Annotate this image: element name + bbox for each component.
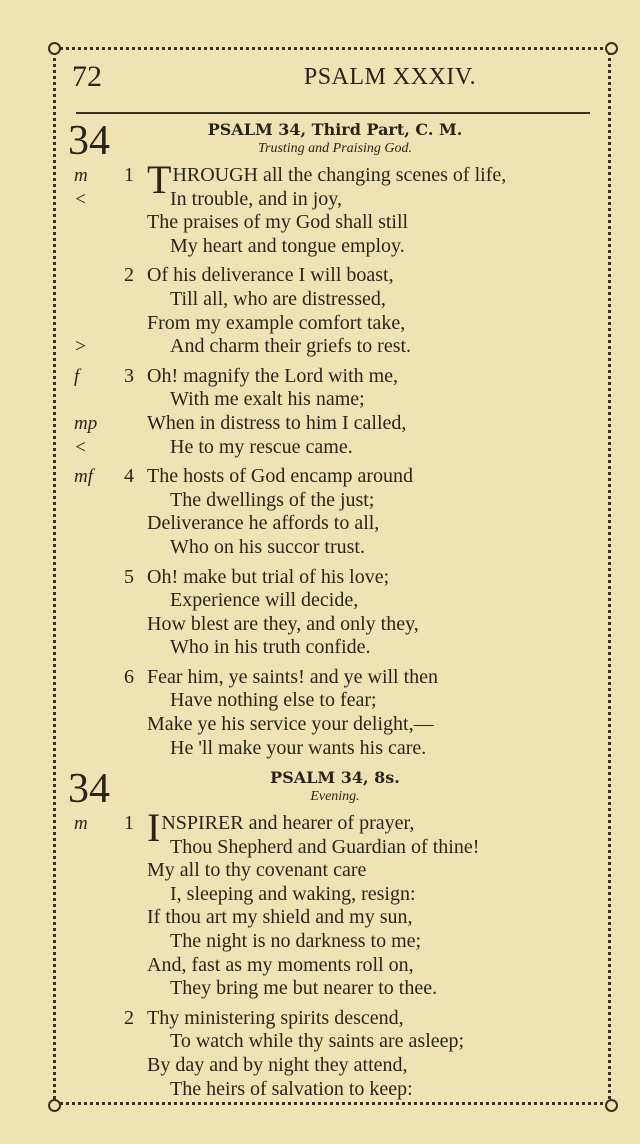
hymn-psalm-34-8s: [60, 768, 600, 1101]
verse-number: 2: [124, 264, 134, 287]
line-text: [170, 737, 426, 761]
dynamic-marking: m: [74, 813, 88, 834]
line-text: [170, 288, 386, 312]
line-text: [170, 930, 421, 954]
line-text-body: He 'll make your wants his care.: [170, 736, 427, 759]
verse-line: [60, 836, 600, 860]
line-text-body: Of his deliverance I will boast,: [147, 264, 394, 287]
line-text: [147, 713, 434, 737]
line-text: [147, 465, 413, 489]
line-text-body: Deliverance he affords to all,: [147, 512, 380, 535]
dynamic-marking: f: [74, 365, 80, 387]
line-text: [170, 883, 416, 907]
verse-line: [60, 930, 600, 954]
verse-line: [60, 1007, 600, 1031]
drop-cap: I: [147, 805, 161, 850]
border-corner-ornament: [605, 1099, 618, 1112]
dynamic-marking: mf: [74, 466, 93, 488]
verse-line: [60, 188, 600, 212]
hymn-number: 34: [68, 766, 110, 812]
line-text: [147, 365, 398, 389]
hymn-psalm-34-third-part: [60, 120, 600, 760]
line-text: [170, 188, 342, 212]
verse-line: [60, 312, 600, 336]
line-text-body: Who on his succor trust.: [170, 535, 365, 558]
verse: [60, 1007, 600, 1101]
line-text-body: When in distress to him I called,: [147, 411, 407, 434]
line-text-body: Thy ministering spirits descend,: [147, 1006, 404, 1029]
verse-number: 5: [124, 565, 134, 588]
line-text: [170, 489, 374, 513]
verse: [60, 465, 600, 559]
line-text: [147, 859, 366, 883]
line-text-body: How blest are they, and only they,: [147, 612, 419, 635]
line-text-body: Oh! magnify the Lord with me,: [147, 364, 399, 387]
line-text: [147, 211, 408, 235]
verse-line: [60, 1078, 600, 1102]
verse: [60, 264, 600, 358]
verse-line: [60, 713, 600, 737]
dynamic-marking: mp: [74, 412, 98, 434]
border-corner-ornament: [605, 42, 618, 55]
line-text-body: With me exalt his name;: [170, 388, 365, 411]
verse: [60, 365, 600, 459]
line-text-body: Experience will decide,: [170, 589, 359, 612]
verse-line: [60, 566, 600, 590]
line-text-body: The hosts of God encamp around: [147, 465, 414, 488]
dynamic-marking: <: [74, 188, 87, 210]
hymn-subtitle: Trusting and Praising God.: [257, 141, 413, 156]
line-text-body: The heirs of salvation to keep:: [170, 1077, 413, 1100]
line-text: [147, 666, 438, 690]
verse-number: 1: [124, 164, 134, 186]
verse: [60, 157, 600, 258]
verse-number: 3: [124, 364, 134, 387]
verse-line: [60, 436, 600, 460]
line-text: [170, 436, 353, 460]
line-text: [147, 264, 394, 288]
verse-number: 1: [124, 812, 134, 834]
verse-line: [60, 977, 600, 1001]
verse-line: [60, 288, 600, 312]
line-text-body: NSPIRER and hearer of prayer,: [161, 812, 415, 834]
verse-line: [60, 388, 600, 412]
verse-line: [60, 666, 600, 690]
dynamic-marking: <: [74, 436, 87, 458]
line-text: [147, 613, 419, 637]
dynamic-marking: m: [74, 165, 88, 186]
line-text-body: By day and by night they attend,: [147, 1053, 408, 1076]
line-text: [170, 636, 371, 660]
verse-line: [60, 613, 600, 637]
verse-line: [60, 489, 600, 513]
verse-line: [60, 1054, 600, 1078]
page-number: 72: [72, 60, 102, 93]
line-text-body: He to my rescue came.: [170, 435, 353, 458]
border-corner-ornament: [48, 42, 61, 55]
dynamic-marking: >: [74, 336, 87, 358]
line-text: [147, 412, 406, 436]
line-text: [147, 512, 379, 536]
verse-line: [60, 883, 600, 907]
line-text: [170, 589, 358, 613]
verse-line: [60, 859, 600, 883]
hymn-title: PSALM 34, 8s.: [270, 768, 400, 787]
verse: [60, 666, 600, 760]
line-text-body: Fear him, ye saints! and ye will then: [147, 665, 439, 688]
verse-number: 4: [124, 465, 134, 488]
line-text-body: Make ye his service your delight,—: [147, 713, 434, 736]
line-text-body: And, fast as my moments roll on,: [147, 953, 414, 976]
running-head: PSALM XXXIV.: [303, 64, 477, 90]
line-text-body: They bring me but nearer to thee.: [170, 977, 438, 1000]
line-text: [170, 836, 479, 860]
line-text: [170, 235, 405, 259]
line-text-body: Thou Shepherd and Guardian of thine!: [170, 835, 480, 858]
line-text: [147, 312, 405, 336]
line-text-body: And charm their griefs to rest.: [170, 335, 412, 358]
line-text-body: The night is no darkness to me;: [170, 929, 422, 952]
verse: [60, 566, 600, 660]
verse-line: [60, 465, 600, 489]
verse-line: [60, 335, 600, 359]
verse: [60, 805, 600, 1001]
line-text: [147, 566, 389, 590]
verse-line: [60, 689, 600, 713]
line-text-body: HROUGH all the changing scenes of life,: [172, 164, 507, 186]
line-text: [170, 388, 365, 412]
verse-line: [60, 536, 600, 560]
hymn-number: 34: [68, 118, 110, 164]
verse-line: [60, 235, 600, 259]
verse-line: [60, 636, 600, 660]
line-text-body: The praises of my God shall still: [147, 211, 409, 234]
drop-cap: T: [147, 157, 172, 202]
verse-line: [60, 512, 600, 536]
verse-line: [60, 1030, 600, 1054]
verse-line: [60, 264, 600, 288]
hymn-title: PSALM 34, Third Part, C. M.: [207, 120, 463, 139]
line-text-body: My heart and tongue employ.: [170, 234, 405, 257]
line-text: [170, 689, 377, 713]
verse-line: [60, 954, 600, 978]
line-text: [170, 977, 437, 1001]
line-text-body: To watch while thy saints are asleep;: [170, 1030, 465, 1053]
verse-line: [60, 589, 600, 613]
header-rule: [76, 112, 590, 114]
verse-line: [60, 737, 600, 761]
line-text-body: In trouble, and in joy,: [170, 187, 343, 210]
verse-line: [60, 365, 600, 389]
line-text: [147, 954, 414, 978]
line-text-body: From my example comfort take,: [147, 311, 406, 334]
line-text-body: If thou art my shield and my sun,: [147, 906, 413, 929]
line-text: [147, 1054, 408, 1078]
line-text-body: Have nothing else to fear;: [170, 689, 377, 712]
line-text: [170, 1078, 413, 1102]
verse-number: 6: [124, 665, 134, 688]
line-text-body: Who in his truth confide.: [170, 636, 371, 659]
line-text-body: My all to thy covenant care: [147, 859, 367, 882]
line-text-body: Till all, who are distressed,: [170, 287, 386, 310]
line-text: [170, 1030, 464, 1054]
line-text-body: I, sleeping and waking, resign:: [170, 882, 416, 905]
line-text: [170, 335, 411, 359]
verse-line: [60, 906, 600, 930]
line-text: [147, 1007, 404, 1031]
verse-line: [60, 412, 600, 436]
line-text-body: Oh! make but trial of his love;: [147, 565, 390, 588]
verse-number: 2: [124, 1006, 134, 1029]
verse-line: [60, 211, 600, 235]
line-text: [170, 536, 365, 560]
line-text-body: The dwellings of the just;: [170, 488, 375, 511]
line-text: [147, 906, 413, 930]
hymn-subtitle: Evening.: [310, 789, 360, 804]
